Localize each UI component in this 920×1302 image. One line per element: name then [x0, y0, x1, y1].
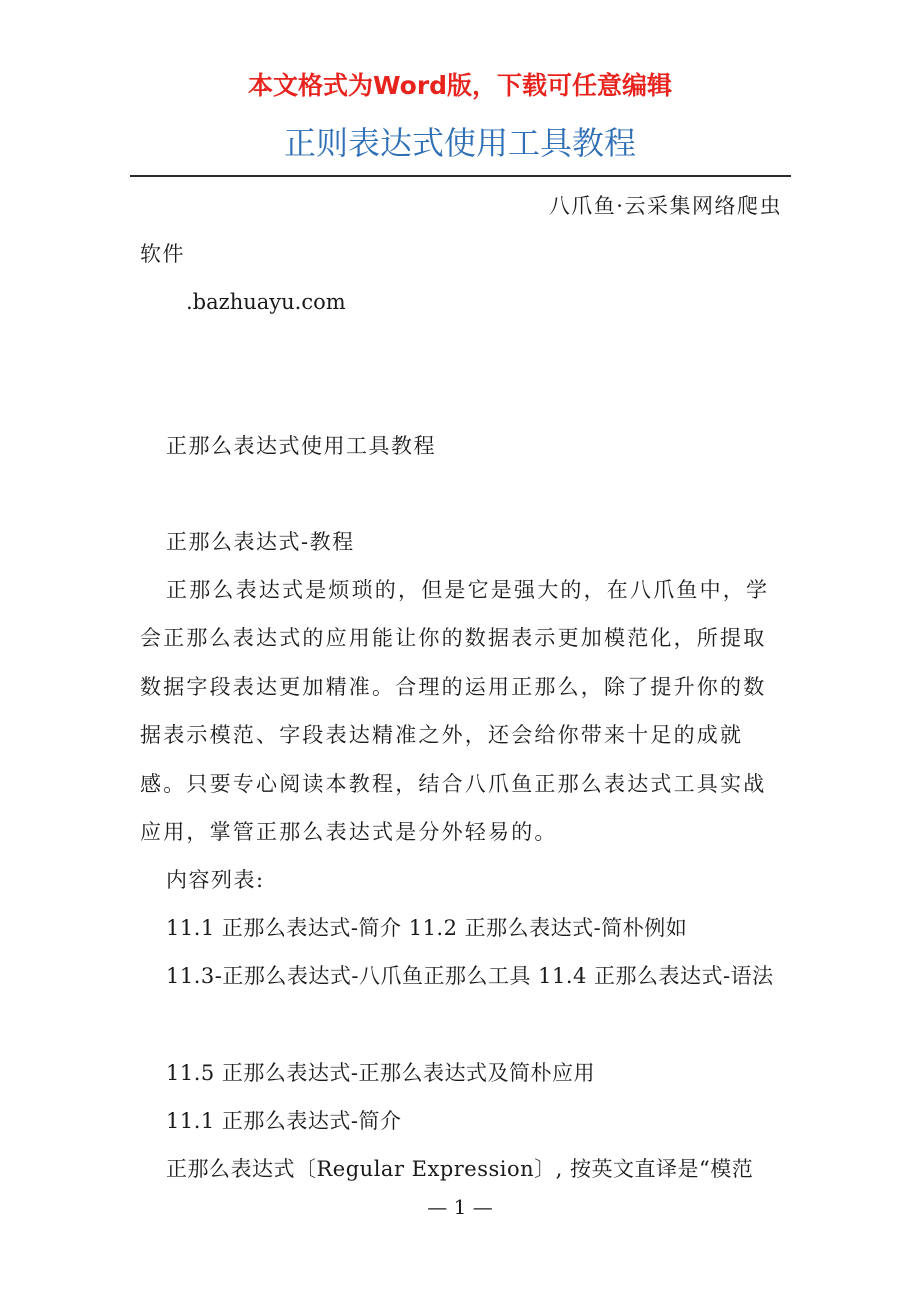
toc-line-1: 11.1 正那么表达式-简介 11.2 正那么表达式-简朴例如	[166, 916, 688, 940]
document-title: 正则表达式使用工具教程	[283, 124, 636, 162]
title-divider	[130, 175, 791, 177]
toc-line-2: 11.3-正那么表达式-八爪鱼正那么工具 11.4 正那么表达式-语法	[166, 964, 774, 988]
intro-paragraph: 正那么表达式是烦琐的，但是它是强大的，在八爪鱼中，学会正那么表达式的应用能让你的数据表示更加模范化，所提取数据字段表达更加精准。合理的运用正那么，除了提升你的数据表示模范、字段表达精准之外，还会给你带来十足的成就感。只要专心阅读本教程，结合八爪鱼正那么表达式工具实战应用，掌管正那么表达式是分外轻易的。	[140, 578, 770, 845]
byline-line-2: 软件	[140, 242, 185, 266]
byline-line-1: 八爪鱼·云采集网络爬虫	[548, 194, 782, 218]
edit-notice-banner: 本文格式为Word版，下载可任意编辑	[247, 71, 673, 100]
page-number: — 1 —	[427, 1195, 493, 1219]
section-title: 正那么表达式使用工具教程	[166, 434, 436, 458]
last-text-line: 正那么表达式〔Regular Expression〕, 按英文直译是“模范	[166, 1157, 754, 1181]
tutorial-heading: 正那么表达式-教程	[166, 530, 355, 554]
toc-label: 内容列表:	[166, 868, 265, 892]
website-url: .bazhuayu.com	[186, 290, 346, 314]
subsection-heading: 11.1 正那么表达式-简介	[166, 1109, 402, 1133]
toc-line-3: 11.5 正那么表达式-正那么表达式及简朴应用	[166, 1061, 596, 1085]
